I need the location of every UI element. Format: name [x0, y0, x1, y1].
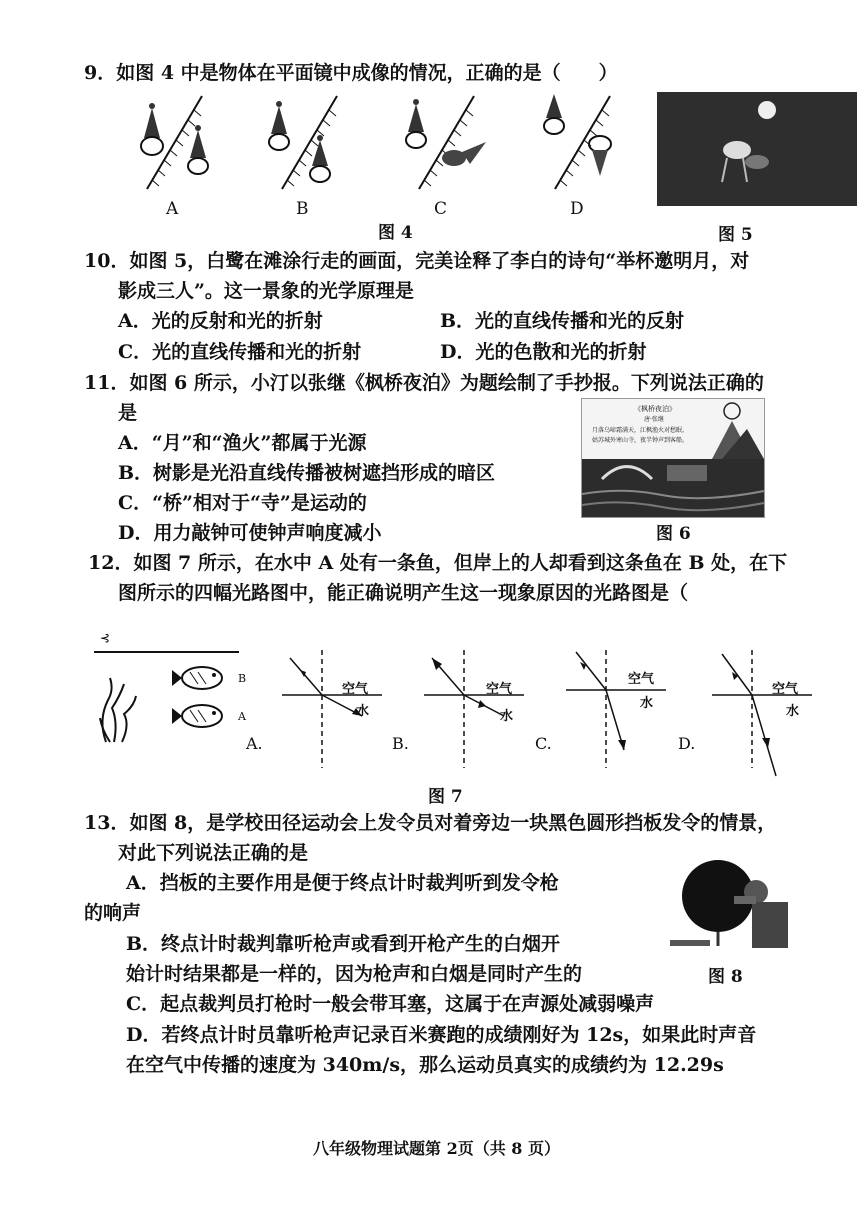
q11-option-c: C．“桥”相对于“寺”是运动的 — [118, 492, 367, 514]
fig6-poster — [581, 398, 765, 518]
fig4-option-d-diagram — [544, 94, 611, 189]
fig4-label-c: C — [434, 199, 448, 219]
q13-option-b-line1: B．终点计时裁判靠听枪声或看到开枪产生的白烟开 — [126, 933, 561, 955]
fig6-caption: 图 6 — [656, 524, 691, 544]
fig6-poster-line1: 月落乌啼霜满天，江枫渔火对愁眠。 — [592, 427, 689, 434]
q12-line1: 12．如图 7 所示，在水中 A 处有一条鱼，但岸上的人却看到这条鱼在 B 处，在下 — [88, 552, 788, 574]
fig7-option-b-diagram — [424, 650, 534, 770]
q10-line2: 影成三人”。这一景象的光学原理是 — [118, 280, 414, 302]
q10-option-d: D．光的色散和光的折射 — [440, 341, 647, 363]
q11-option-a: A．“月”和“渔火”都属于光源 — [118, 432, 367, 454]
q11-option-b: B．树影是光沿直线传播被树遮挡形成的暗区 — [118, 462, 496, 484]
fig7-c-air-label: 空气 — [628, 672, 655, 687]
q12-line2: 图所示的四幅光路图中，能正确说明产生这一现象原因的光路图是（ — [118, 582, 689, 604]
fig6-poster-author: 唐·张继 — [644, 416, 664, 423]
q10-option-b: B．光的直线传播和光的反射 — [440, 310, 685, 332]
q10-line1: 10．如图 5，白鹭在滩涂行走的画面，完美诠释了李白的诗句“举杯邀明月，对 — [84, 250, 750, 272]
fig7-option-a-label: A. — [246, 734, 263, 753]
q13-option-b-line2: 始计时结果都是一样的，因为枪声和白烟是同时产生的 — [126, 963, 583, 985]
fish-a — [172, 705, 222, 727]
fig6-poster-title: 《枫桥夜泊》 — [634, 405, 676, 413]
fig7-d-water-label: 水 — [786, 704, 800, 719]
fig6-poster-line2: 姑苏城外寒山寺，夜半钟声到客船。 — [592, 437, 689, 444]
q11-line1: 11．如图 6 所示，小汀以张继《枫桥夜泊》为题绘制了手抄报。下列说法正确的 — [84, 372, 764, 394]
q11-line2: 是 — [118, 402, 138, 424]
q13-option-a-line2: 的响声 — [84, 902, 142, 924]
fig7-option-d-label: D. — [678, 734, 696, 753]
figure-4 — [132, 94, 652, 204]
fig7-option-b-label: B. — [392, 734, 409, 753]
q13-line1: 13．如图 8，是学校田径运动会上发令员对着旁边一块黑色圆形挡板发令的情景， — [84, 812, 777, 834]
q13-option-d-line2: 在空气中传播的速度为 340m/s，那么运动员真实的成绩约为 12.29s — [126, 1054, 724, 1076]
page-footer: 八年级物理试题第 2页（共 8 页） — [313, 1139, 560, 1158]
fig7-option-c-diagram — [566, 650, 676, 770]
fig5-egret-photo — [657, 92, 857, 206]
figure-7-scene — [94, 630, 254, 740]
q13-option-c: C．起点裁判员打枪时一般会带耳塞，这属于在声源处减弱噪声 — [126, 993, 655, 1015]
q10-option-a: A．光的反射和光的折射 — [118, 310, 323, 332]
fig7-point-a-label: A — [238, 710, 246, 723]
fig8-starter-photo — [670, 856, 800, 952]
fig7-b-air-label: 空气 — [486, 682, 513, 697]
fig7-caption: 图 7 — [428, 787, 463, 807]
q13-line2: 对此下列说法正确的是 — [118, 842, 309, 864]
q13-option-d-line1: D．若终点计时员靠听枪声记录百米赛跑的成绩刚好为 12s，如果此时声音 — [126, 1024, 757, 1046]
q13-option-a-line1: A．挡板的主要作用是便于终点计时裁判听到发令枪 — [126, 872, 559, 894]
fig4-option-a-diagram — [141, 96, 208, 189]
fish-b — [172, 667, 222, 689]
fig7-point-b-label: B — [238, 672, 247, 685]
q11-option-d: D．用力敲钟可使钟声响度减小 — [118, 522, 382, 544]
fig5-caption: 图 5 — [718, 225, 753, 245]
fig4-option-b-diagram — [269, 96, 337, 189]
fig7-option-d-diagram — [712, 650, 822, 770]
fig7-a-air-label: 空气 — [342, 682, 369, 697]
q9-stem: 9．如图 4 中是物体在平面镜中成像的情况，正确的是（ ） — [84, 62, 618, 84]
svg-text:⊰: ⊰ — [100, 631, 111, 645]
fig7-c-water-label: 水 — [640, 696, 654, 711]
fig4-label-a: A — [166, 199, 179, 219]
q10-option-c: C．光的直线传播和光的折射 — [118, 341, 362, 363]
fig7-option-c-label: C. — [535, 734, 552, 753]
fig7-b-water-label: 水 — [500, 709, 514, 724]
fig4-label-b: B — [296, 199, 309, 219]
fig7-a-water-label: 水 — [356, 704, 370, 719]
fig7-option-a-diagram — [282, 650, 392, 770]
fig7-d-air-label: 空气 — [772, 682, 799, 697]
fig4-caption: 图 4 — [378, 223, 413, 243]
fig4-label-d: D — [570, 199, 584, 219]
fig8-caption: 图 8 — [708, 967, 743, 987]
fig4-option-c-diagram — [406, 96, 486, 189]
